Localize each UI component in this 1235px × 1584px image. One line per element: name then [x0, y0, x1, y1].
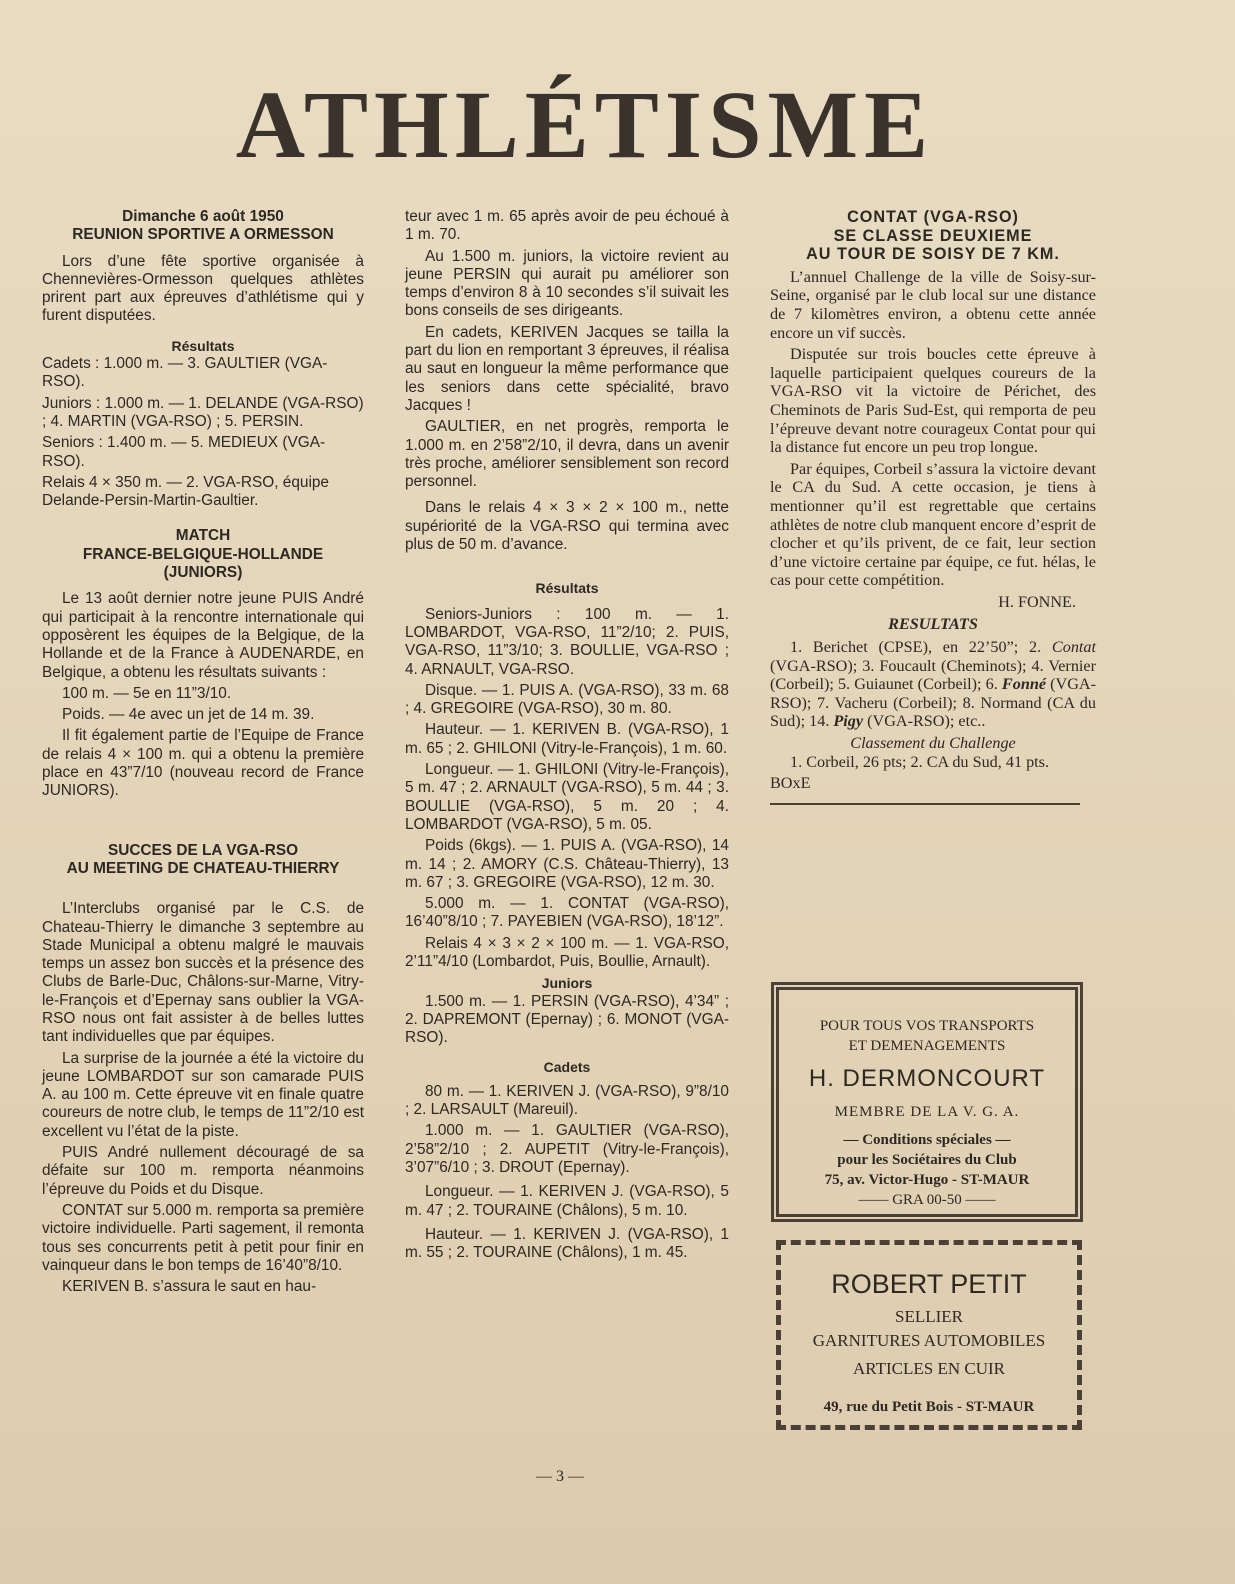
divider	[770, 803, 1080, 805]
signature: H. FONNE.	[998, 592, 1076, 611]
page-number: — 3 —	[536, 1468, 584, 1485]
paragraph: La surprise de la journée a été la victoire du jeune LOMBARDOT sur son camarade PUIS A. au 100 m. Cette épreuve vit en finale quatre coureurs de notre club, le temps de 11”2/10 est excellent vu l’état de la piste.	[42, 1049, 364, 1140]
result-line: Longueur. — 1. GHILONI (Vitry-le-François), 5 m. 47 ; 2. ARNAULT (VGA-RSO), 5 m. 44 ; 3. BOULLIE (VGA-RSO), 5 m. 20 ; 4. LOMBARDOT (VGA-RSO), 5 m. 05.	[405, 761, 729, 833]
ad-line: ET DEMENAGEMENTS	[848, 1038, 1006, 1054]
results-text: 1. Berichet (CPSE), en 22’50”; 2.	[790, 638, 1052, 657]
paragraph: En cadets, KERIVEN Jacques se tailla la part du lion en remportant 3 épreuves, il réalisa au saut en longueur la même performance que les seniors dans cette spécialité, bravo Jacques !	[405, 323, 729, 414]
article-heading-soisy-sub2: AU TOUR DE SOISY DE 7 KM.	[806, 245, 1060, 264]
boxe-label: BOxE	[770, 774, 811, 793]
results-heading: Résultats	[535, 580, 599, 597]
ad-line: GARNITURES AUTOMOBILES	[812, 1331, 1046, 1350]
article-heading-match: MATCH	[175, 527, 231, 545]
classement-heading: Classement du Challenge	[850, 734, 1016, 753]
result-line: 1.500 m. — 1. PERSIN (VGA-RSO), 4’34” ; 2. DAPREMONT (Epernay) ; 6. MONOT (VGA-RSO).	[405, 992, 729, 1047]
advertisement-robert-petit	[776, 1240, 1082, 1430]
paragraph: CONTAT sur 5.000 m. remporta sa première victoire individuelle. Parti sagement, il remonta tous ses concurrents petit à petit pour finir en vainqueur dans le bon temps de 16’40”8/10.	[42, 1201, 364, 1274]
paragraph: Dans le relais 4 × 3 × 2 × 100 m., nette supériorité de la VGA-RSO qui termina avec plus de 50 m. d’avance.	[405, 499, 729, 554]
paragraph: PUIS André nullement découragé de sa défaite sur 100 m. remporta néanmoins l’épreuve du Poids et du Disque.	[42, 1144, 364, 1198]
article-heading-match-juniors: (JUNIORS)	[163, 564, 243, 582]
paragraph: Lors d’une fête sportive organisée à Chennevières-Ormesson quelques athlètes prirent part aux épreuves d’athlétisme qui y furent disputées.	[42, 252, 364, 325]
results-paragraph	[770, 638, 1096, 731]
classement-line: 1. Corbeil, 26 pts; 2. CA du Sud, 41 pts.	[790, 752, 1050, 771]
result-line: 1.000 m. — 1. GAULTIER (VGA-RSO), 2’58”2/10 ; 2. AUPETIT (Vitry-le-François), 3’07”6/10 ; 3. DROUT (Epernay).	[405, 1122, 729, 1176]
results-fonne: Fonné	[1001, 675, 1047, 694]
ad-line: — Conditions spéciales —	[843, 1132, 1011, 1148]
result-line: Longueur. — 1. KERIVEN J. (VGA-RSO), 5 m. 47 ; 2. TOURAINE (Châlons), 5 m. 10.	[405, 1183, 729, 1219]
result-line: Seniors : 1.400 m. — 5. MEDIEUX (VGA-RSO).	[42, 434, 326, 470]
paragraph: Le 13 août dernier notre jeune PUIS André qui participait à la rencontre internationale qui opposèrent les équipes de la Belgique, de la Hollande et de la France à AUDENARDE, en Belgique, a obtenu les résultats suivants :	[42, 590, 364, 681]
result-line: 5.000 m. — 1. CONTAT (VGA-RSO), 16’40”8/10 ; 7. PAYEBIEN (VGA-RSO), 18’12”.	[405, 895, 729, 931]
juniors-heading: Juniors	[541, 975, 593, 992]
results-contat: Contat	[1051, 638, 1096, 657]
paragraph: Au 1.500 m. juniors, la victoire revient au jeune PERSIN qui aurait pu améliorer son temps d’environ 8 à 10 secondes s’il suivait les bons conseils de ses dirigeants.	[405, 247, 729, 320]
column-2	[405, 208, 729, 1265]
page-title: ATHLÉTISME	[235, 71, 935, 178]
article-heading-soisy: CONTAT (VGA-RSO)	[847, 208, 1019, 226]
ad-line: ARTICLES EN CUIR	[853, 1359, 1005, 1378]
results-text: (VGA-RSO); etc..	[863, 712, 986, 731]
column-1	[42, 208, 364, 1299]
paragraph: Disputée sur trois boucles cette épreuve à laquelle participaient quelques coureurs de la VGA-RSO vit la victoire de Périchet, des Cheminots de Paris Sud-Est, qui remporta de peu l’épreuve devant notre courageux Contat pour qui la distance fut encore un peu trop longue.	[770, 345, 1096, 457]
result-line: Juniors : 1.000 m. — 1. DELANDE (VGA-RSO) ; 4. MARTIN (VGA-RSO) ; 5. PERSIN.	[42, 394, 364, 430]
article-heading-chateau-sub: AU MEETING DE CHATEAU-THIERRY	[66, 859, 340, 877]
ad-address: 75, av. Victor-Hugo - ST-MAUR	[824, 1172, 1030, 1188]
paragraph: KERIVEN B. s’assura le saut en hau-	[62, 1278, 317, 1296]
paragraph: L’annuel Challenge de la ville de Soisy-sur-Seine, organisé par le club local sur une distance de 7 kilomètres environ, a obtenu cette année encore un vif succès.	[770, 267, 1096, 342]
results-heading: Résultats	[171, 337, 235, 354]
ad-phone: —— GRA 00-50 ——	[858, 1192, 996, 1208]
result-line: Seniors-Juniors : 100 m. — 1. LOMBARDOT, VGA-RSO, 11”2/10; 2. PUIS, VGA-RSO, 11”3/10; 3. BOULLIE, VGA-RSO ; 4. ARNAULT, VGA-RSO.	[405, 605, 729, 678]
article-heading-match-sub: FRANCE-BELGIQUE-HOLLANDE	[82, 545, 324, 563]
ad-company-name: ROBERT PETIT	[831, 1269, 1027, 1299]
paragraph: GAULTIER, en net progrès, remporta le 1.000 m. en 2’58”2/10, il devra, dans un avenir très proche, améliorer sensiblement son record personnel.	[405, 418, 729, 491]
article-heading-ormesson: REUNION SPORTIVE A ORMESSON	[72, 226, 334, 244]
result-line: Relais 4 × 350 m. — 2. VGA-RSO, équipe Delande-Persin-Martin-Gaultier.	[42, 473, 329, 510]
result-line: Poids. — 4e avec un jet de 14 m. 39.	[62, 706, 315, 724]
results-heading: RESULTATS	[888, 615, 978, 634]
result-line: Hauteur. — 1. KERIVEN J. (VGA-RSO), 1 m. 55 ; 2. TOURAINE (Châlons), 1 m. 45.	[405, 1225, 729, 1262]
column-3	[770, 208, 1096, 805]
results-text: (VGA-RSO); 7. Vacheru (Corbeil); 8. Normand (CA du Sud); 14.	[770, 675, 1096, 731]
results-text: (VGA-RSO); 3. Foucault (Cheminots); 4. Vernier (Corbeil); 5. Guiaunet (Corbeil); 6.	[770, 656, 1096, 694]
advertisement-dermoncourt	[771, 982, 1083, 1222]
ad-line: MEMBRE DE LA V. G. A.	[834, 1104, 1020, 1120]
result-line: 100 m. — 5e en 11”3/10.	[62, 684, 232, 702]
paragraph: L’Interclubs organisé par le C.S. de Chateau-Thierry le dimanche 3 septembre au Stade Municipal a obtenu malgré le mauvais temps un assez bon succès et la présence des Clubs de Barle-Duc, Châlons-sur-Marne, Vitry-le-François et d’Epernay sans oublier la VGA-RSO nous ont fait assister à de belles luttes tant individuelles que par équipes.	[42, 900, 364, 1046]
result-line: 80 m. — 1. KERIVEN J. (VGA-RSO), 9”8/10 ; 2. LARSAULT (Mareuil).	[405, 1082, 729, 1119]
paragraph: teur avec 1 m. 65 après avoir de peu échoué à 1 m. 70.	[405, 208, 729, 244]
result-line: Poids (6kgs). — 1. PUIS A. (VGA-RSO), 14 m. 14 ; 2. AMORY (C.S. Château-Thierry), 13 m. 67 ; 3. GREGOIRE (VGA-RSO), 12 m. 30.	[405, 837, 729, 891]
ad-line: POUR TOUS VOS TRANSPORTS	[819, 1018, 1035, 1034]
article-heading-soisy-sub: SE CLASSE DEUXIEME	[833, 226, 1033, 245]
ad-line: pour les Sociétaires du Club	[837, 1152, 1017, 1168]
result-line: Hauteur. — 1. KERIVEN B. (VGA-RSO), 1 m. 65 ; 2. GHILONI (Vitry-le-François), 1 m. 60.	[405, 721, 729, 757]
ad-line: SELLIER	[895, 1307, 963, 1326]
article-heading-chateau: SUCCES DE LA VGA-RSO	[107, 841, 299, 859]
paragraph: Par équipes, Corbeil s’assura la victoire devant le CA du Sud. A cette occasion, je tiens à mentionner qu’il est regrettable que certains athlètes de notre club manquent encore d’esprit de clocher et qu’ils privent, de ce fait, leur section d’une victoire certaine par équipe, ce fut. hélas, le cas pour cette compétition.	[770, 459, 1096, 590]
result-line: Relais 4 × 3 × 2 × 100 m. — 1. VGA-RSO, 2’11”4/10 (Lombardot, Puis, Boullie, Arnault).	[405, 934, 729, 970]
ad-address: 49, rue du Petit Bois - ST-MAUR	[823, 1399, 1035, 1415]
ad-company-name: H. DERMONCOURT	[808, 1065, 1046, 1092]
paragraph: Il fit également partie de l’Equipe de France de relais 4 × 100 m. qui a obtenu la première place en 43”7/10 (nouveau record de France JUNIORS).	[42, 727, 364, 800]
cadets-heading: Cadets	[543, 1059, 591, 1076]
date-heading: Dimanche 6 août 1950	[122, 208, 284, 225]
result-line: Disque. — 1. PUIS A. (VGA-RSO), 33 m. 68 ; 4. GREGOIRE (VGA-RSO), 30 m. 80.	[405, 681, 729, 718]
result-line: Cadets : 1.000 m. — 3. GAULTIER (VGA-RSO).	[42, 355, 328, 391]
results-pigy: Pigy	[833, 712, 864, 731]
